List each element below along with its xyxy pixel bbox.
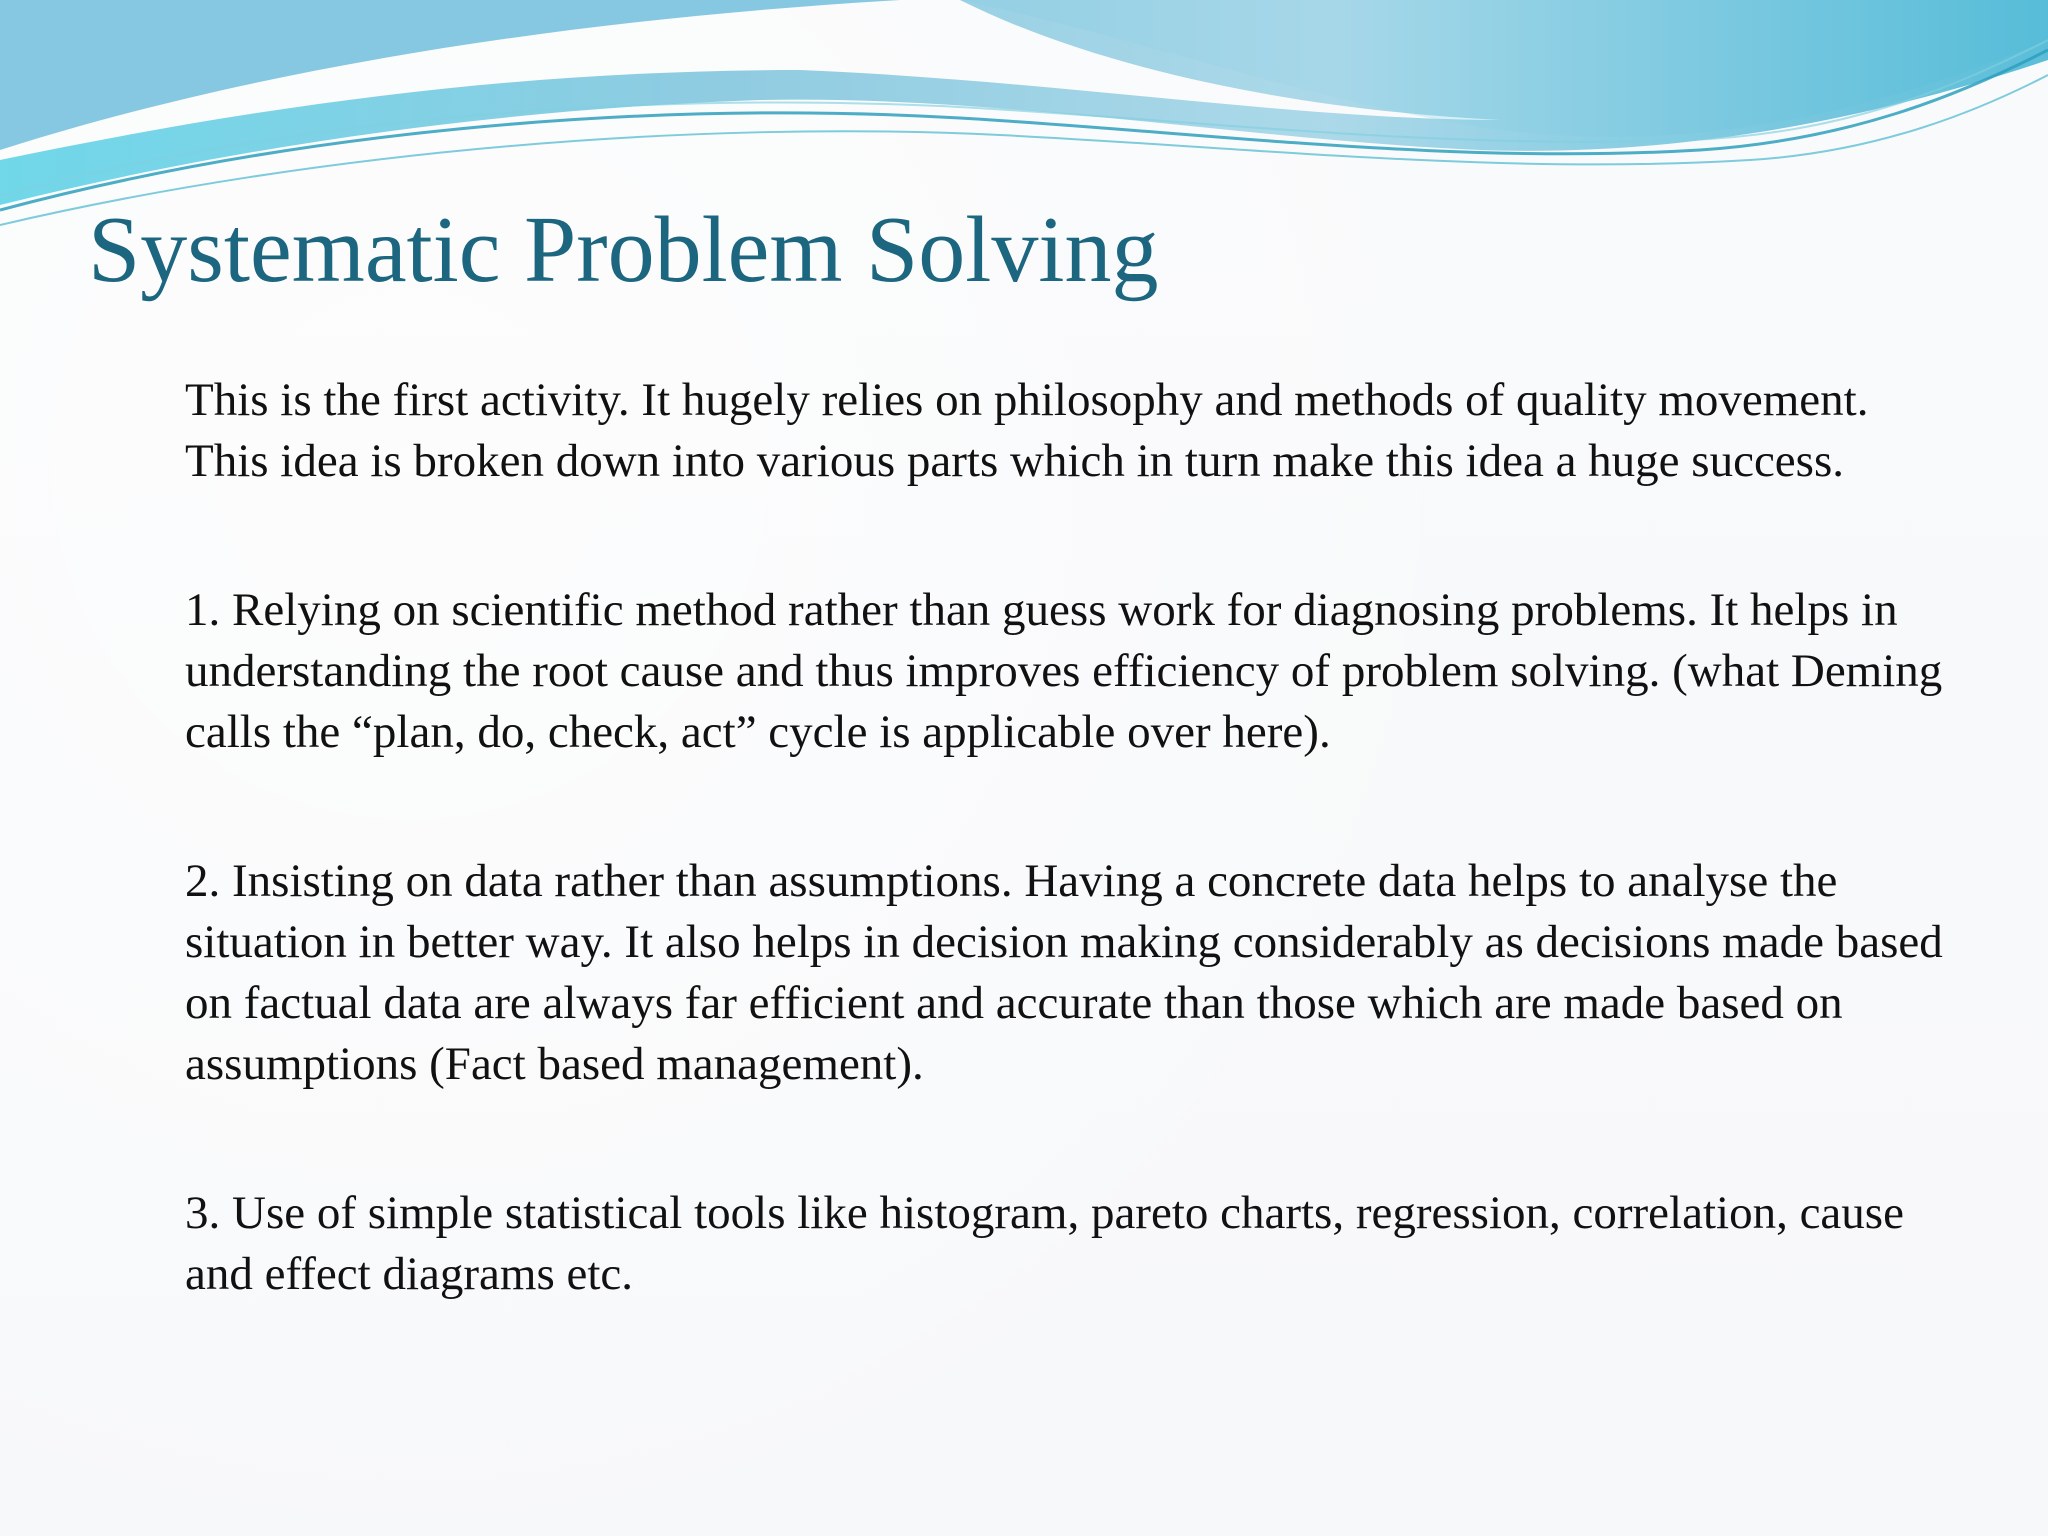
point-1-paragraph: 1. Relying on scientific method rather than guess work for diagnosing problems. It helps in understanding the root cause and thus improves efficiency of problem solving. (what Deming calls the “plan, do, check, act” cycle is applicable over here). — [185, 584, 1943, 758]
slide-body — [185, 370, 1945, 1305]
point-3-paragraph: 3. Use of simple statistical tools like histogram, pareto charts, regression, correlation, cause and effect diagrams etc. — [185, 1187, 1904, 1300]
intro-paragraph: This is the first activity. It hugely relies on philosophy and methods of quality movement. This idea is broken down into various parts which in turn make this idea a huge success. — [185, 374, 1869, 487]
slide-title: Systematic Problem Solving — [88, 198, 1159, 302]
point-2-paragraph: 2. Insisting on data rather than assumptions. Having a concrete data helps to analyse the situation in better way. It also helps in decision making considerably as decisions made based on factual data are always far efficient and accurate than those which are made based on assumptions (Fact based management). — [185, 855, 1943, 1090]
